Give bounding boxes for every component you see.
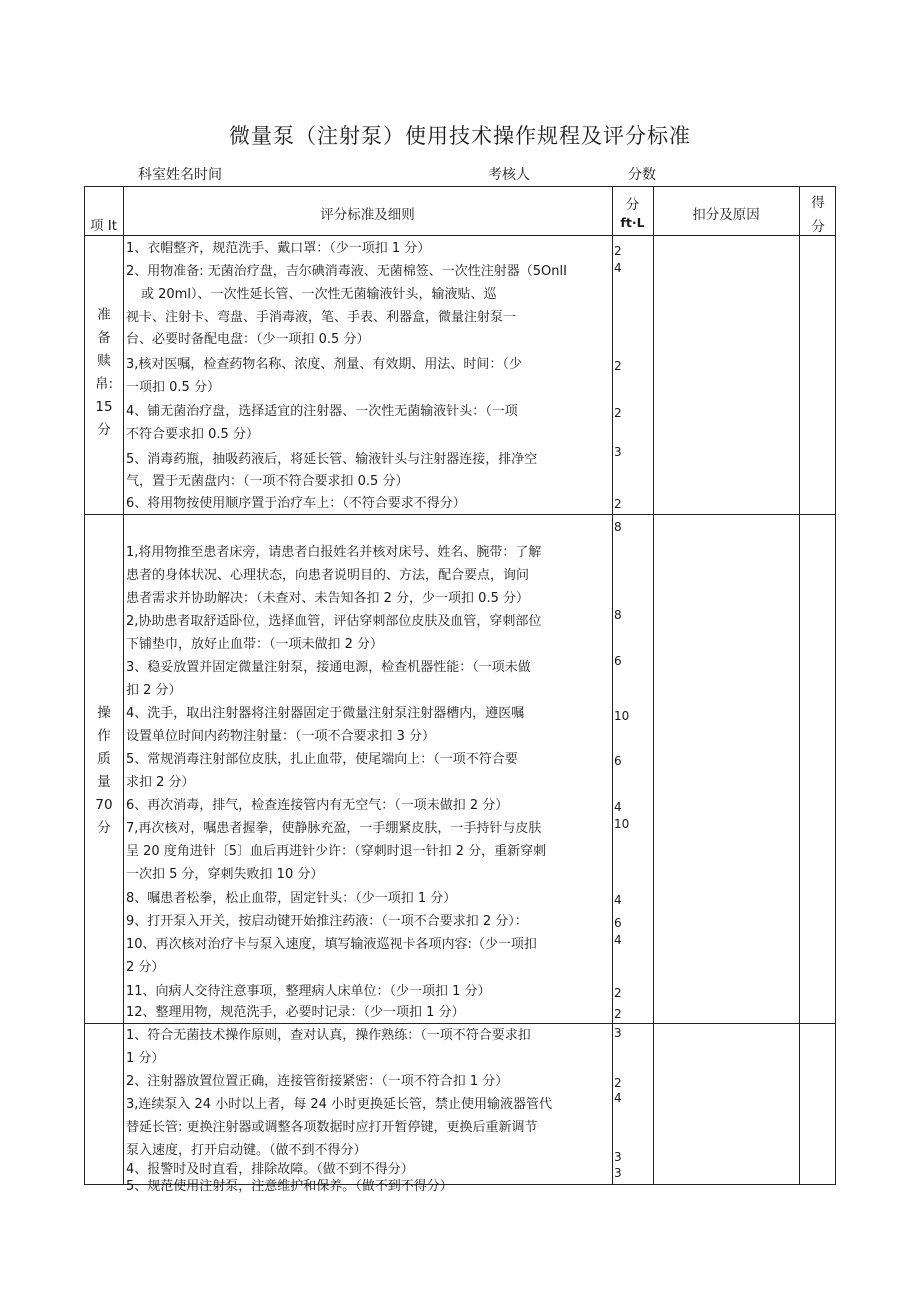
header-points-sub: ft·L bbox=[620, 215, 645, 230]
category-char: 质 bbox=[97, 751, 111, 767]
criteria-line: 气，置于无菌盘内：（一项不符合要求扣 0.5 分） bbox=[126, 474, 409, 489]
points-value: 3 bbox=[614, 1150, 622, 1164]
criteria-line: 9、打开泵入开关，按启动键开始推注药液：（一项不合要求扣 2 分）： bbox=[126, 914, 528, 929]
category-char: 赎 bbox=[97, 353, 111, 369]
category-char: 操 bbox=[97, 705, 111, 721]
category-char: 量 bbox=[97, 774, 111, 790]
examiner-label: 考核人 bbox=[488, 167, 530, 183]
criteria-line: 视卡、注射卡、弯盘、手消毒液，笔、手表、利器盒，微量注射泵一 bbox=[126, 310, 517, 325]
criteria-line: 患者需求并协助解决：（未查对、未告知各扣 2 分，少一项扣 0.5 分） bbox=[126, 591, 529, 606]
category-char: 分 bbox=[97, 422, 111, 438]
criteria-line: 呈 20 度角进针〔5〕血后再进针少许：（穿刺时退一针扣 2 分，重新穿刺 bbox=[126, 844, 547, 859]
criteria-line: 设置单位时间内药物注射量：（一项不合要求扣 3 分） bbox=[126, 729, 436, 744]
category-char: 分 bbox=[97, 820, 111, 836]
points-value: 3 bbox=[614, 1166, 622, 1180]
header-score-sub: 分 bbox=[811, 219, 825, 235]
score-label: 分数 bbox=[628, 167, 656, 183]
criteria-line: 5、消毒药瓶，抽吸药液后，将延长管、输液针头与注射器连接，排净空 bbox=[126, 452, 538, 467]
category-char: 准 bbox=[97, 307, 111, 323]
criteria-line: 3、稳妥放置并固定微量注射泵，接通电源，检查机器性能：（一项未做 bbox=[126, 660, 531, 675]
points-value: 4 bbox=[614, 261, 622, 275]
header-criteria: 评分标准及细则 bbox=[320, 207, 415, 223]
points-value: 4 bbox=[614, 1091, 622, 1105]
section-category bbox=[86, 304, 122, 442]
criteria-line: 4、报警时及时直看，排除故障。（做不到不得分） bbox=[126, 1162, 414, 1177]
criteria-line: 3,连续泵入 24 小时以上者，每 24 小时更换延长管，禁止使用输液器管代 bbox=[126, 1097, 553, 1112]
criteria-line: 求扣 2 分） bbox=[126, 775, 195, 790]
section-category bbox=[86, 702, 122, 840]
criteria-line: 11、向病人交待注意事项，整理病人床单位：（少一项扣 1 分） bbox=[126, 984, 491, 999]
points-value: 2 bbox=[614, 1076, 622, 1090]
points-value: 3 bbox=[614, 1026, 622, 1040]
criteria-line: 一次扣 5 分，穿刺失败扣 10 分） bbox=[126, 867, 324, 882]
points-value: 6 bbox=[614, 654, 622, 668]
dept-name-time-label: 科室姓名时间 bbox=[138, 167, 222, 183]
criteria-line: 2 分） bbox=[126, 960, 165, 975]
col-rule bbox=[123, 187, 124, 1184]
scoring-table bbox=[84, 186, 836, 1194]
col-rule bbox=[653, 187, 654, 1184]
row-rule bbox=[85, 235, 835, 236]
criteria-line: 1、衣帽整齐，规范洗手、戴口罩：（少一项扣 1 分） bbox=[126, 241, 431, 256]
criteria-line: 3,核对医嘱，检查药物名称、浓度、剂量、有效期、用法、时间：（少 bbox=[126, 357, 522, 372]
points-value: 8 bbox=[614, 608, 622, 622]
category-char: 备 bbox=[97, 330, 111, 346]
criteria-line: 5、常规消毒注射部位皮肤，扎止血带，使尾端向上：（一项不符合要 bbox=[126, 752, 518, 767]
criteria-line: 8、嘱患者松拳，松止血带，固定针头：（少一项扣 1 分） bbox=[126, 891, 457, 906]
criteria-line: 10、再次核对治疗卡与泵入速度，填写输液巡视卡各项内容:（少一项扣 bbox=[126, 937, 537, 952]
category-char: 15 bbox=[95, 399, 113, 415]
criteria-line: 4、洗手，取出注射器将注射器固定于微量注射泵注射器槽内，遵医嘱 bbox=[126, 706, 525, 721]
criteria-line: 台、必要时备配电盘：（少一项扣 0.5 分） bbox=[126, 332, 370, 347]
category-char: 帛: bbox=[94, 376, 114, 392]
page-title: 微量泵（注射泵）使用技术操作规程及评分标准 bbox=[229, 124, 691, 148]
criteria-line: 12、整理用物，规范洗手，必要时记录：（少一项扣 1 分） bbox=[126, 1005, 465, 1020]
criteria-line: 泵入速度，打开启动键。（做不到不得分） bbox=[126, 1143, 367, 1158]
points-value: 4 bbox=[614, 893, 622, 907]
points-value: 6 bbox=[614, 916, 622, 930]
criteria-line: 不符合要求扣 0.5 分） bbox=[126, 427, 259, 442]
criteria-line: 患者的身体状况、心理状态，向患者说明目的、方法，配合要点，询问 bbox=[126, 568, 530, 583]
header-score: 得 bbox=[811, 195, 825, 211]
criteria-line: 6、将用物按使用顺序置于治疗车上：（不符合要求不得分） bbox=[126, 496, 466, 511]
criteria-line: 1,将用物推至患者床旁，请患者白报姓名并核对床号、姓名、腕带：了解 bbox=[126, 545, 542, 560]
header-points: 分 bbox=[625, 197, 640, 213]
category-char: 作 bbox=[97, 728, 111, 744]
header-item: 项 It bbox=[90, 218, 118, 234]
criteria-line: 替延长管: 更换注射器或调整各项数据时应打开暂停键，更换后重新调节 bbox=[126, 1120, 538, 1135]
points-value: 6 bbox=[614, 754, 622, 768]
points-value: 3 bbox=[614, 445, 622, 459]
points-value: 2 bbox=[614, 359, 622, 373]
criteria-line: 7,再次核对，嘱患者握拳，使静脉充盈，一手绷紧皮肤，一手持针与皮肤 bbox=[126, 821, 542, 836]
col-rule bbox=[612, 187, 613, 1184]
points-value: 4 bbox=[614, 800, 622, 814]
points-value: 10 bbox=[614, 709, 630, 723]
points-value: 2 bbox=[614, 244, 622, 258]
criteria-line: 2、注射器放置位置正确，连接管衔接紧密：（一项不符合扣 1 分） bbox=[126, 1074, 509, 1089]
criteria-line: 6、再次消毒，排气，检查连接管内有无空气：（一项未做扣 2 分） bbox=[126, 798, 509, 813]
criteria-line: 4、铺无菌治疗盘，选择适宜的注射器、一次性无菌输液针头：（一项 bbox=[126, 404, 518, 419]
points-value: 2 bbox=[614, 986, 622, 1000]
criteria-line: 2,协助患者取舒适卧位，选择血管，评估穿刺部位皮肤及血管，穿刺部位 bbox=[126, 614, 542, 629]
category-char: 70 bbox=[95, 797, 113, 813]
header-deduction: 扣分及原因 bbox=[692, 207, 760, 223]
points-value: 2 bbox=[614, 406, 622, 420]
col-rule bbox=[799, 187, 800, 1184]
points-value: 10 bbox=[614, 817, 630, 831]
criteria-line: 扣 2 分） bbox=[126, 683, 182, 698]
criteria-line: 5、规范使用注射泵，注意维护和保养。（做不到不得分） bbox=[126, 1179, 453, 1194]
points-value: 8 bbox=[614, 520, 622, 534]
points-value: 2 bbox=[614, 497, 622, 511]
criteria-line: 一项扣 0.5 分） bbox=[126, 380, 220, 395]
criteria-line: 2、用物准备: 无菌治疗盘，吉尔碘消毒液、无菌棉签、一次性注射器（5OnlI bbox=[126, 264, 567, 279]
points-value: 4 bbox=[614, 933, 622, 947]
criteria-line: 1、符合无菌技术操作原则，查对认真，操作熟练：（一项不符合要求扣 bbox=[126, 1028, 531, 1043]
criteria-line: 或 20ml）、一次性延长管、一次性无菌输液针头，输液贴、巡 bbox=[141, 287, 497, 302]
points-value: 2 bbox=[614, 1007, 622, 1021]
criteria-line: 1 分） bbox=[126, 1051, 165, 1066]
criteria-line: 下铺垫巾，放好止血带：（一项未做扣 2 分） bbox=[126, 637, 384, 652]
